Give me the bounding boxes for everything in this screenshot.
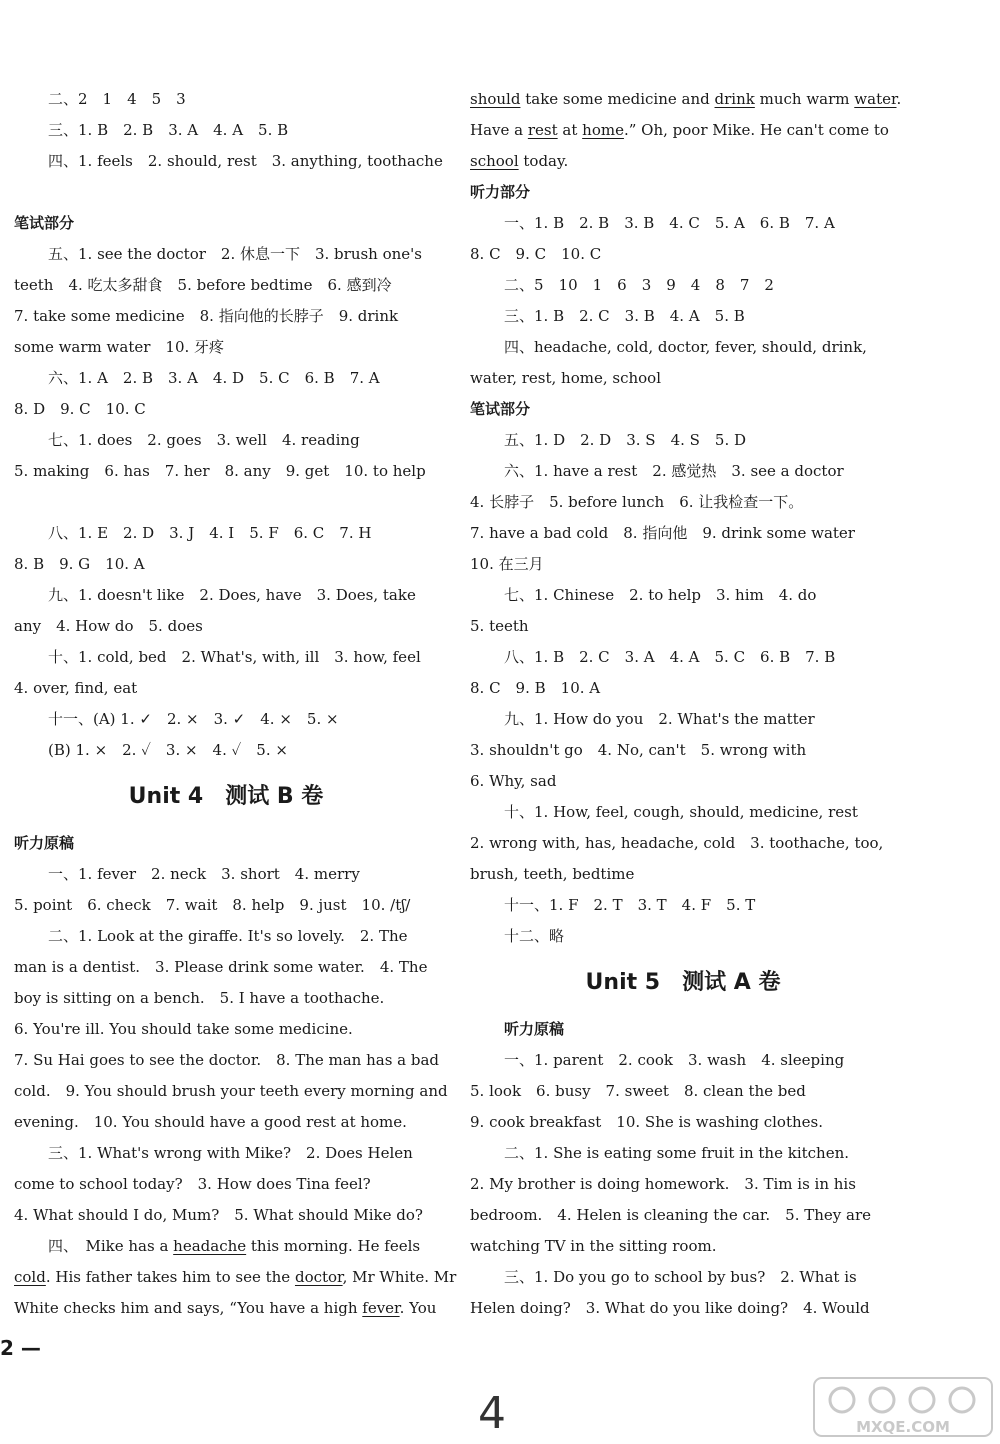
answer-line: 5. teeth (470, 617, 529, 635)
answer-line: 七、1. does 2. goes 3. well 4. reading (48, 431, 360, 449)
answer-line: 4. over, find, eat (14, 679, 138, 697)
transcript-line: 一、1. parent 2. cook 3. wash 4. sleeping (504, 1051, 845, 1069)
transcript-line: 5. point 6. check 7. wait 8. help 9. just 10. /tʃ/ (14, 896, 411, 914)
answer-line: 三、1. B 2. B 3. A 4. A 5. B (48, 121, 289, 139)
transcript-line: bedroom. 4. Helen is cleaning the car. 5. They are (470, 1206, 872, 1224)
answer-line: 六、1. have a rest 2. 感觉热 3. see a doctor (504, 462, 844, 480)
answer-line: (B) 1. × 2. ✓ 3. × 4. ✓ 5. × (48, 741, 288, 759)
transcript-line: 6. You're ill. You should take some medicine. (14, 1020, 353, 1038)
underlined-answer: should (470, 90, 521, 108)
passage-text: at (557, 121, 583, 139)
passage-text: . His father takes him to see the (45, 1268, 295, 1286)
answer-line: 8. C 9. B 10. A (470, 679, 601, 697)
answer-line: teeth 4. 吃太多甜食 5. before bedtime 6. 感到冷 (14, 276, 392, 294)
underlined-answer: drink (714, 90, 755, 108)
passage-text: .” Oh, poor Mike. He can't come to (623, 121, 889, 139)
answer-line: 8. B 9. G 10. A (14, 555, 145, 573)
answer-line: 一、1. B 2. B 3. B 4. C 5. A 6. B 7. A (504, 214, 835, 232)
passage-line (470, 84, 902, 115)
transcript-line: watching TV in the sitting room. (470, 1237, 717, 1255)
passage-text: 四、 Mike has a (48, 1237, 174, 1255)
underlined-answer: doctor (294, 1268, 343, 1286)
unit-4-title: Unit 4 测试 B 卷 (128, 784, 324, 809)
underlined-answer: fever (362, 1299, 400, 1317)
answer-line: 五、1. D 2. D 3. S 4. S 5. D (504, 431, 747, 449)
passage-line (14, 1293, 438, 1324)
page-number: 2 — (0, 1336, 41, 1360)
passage-text: White checks him and says, “You have a high (14, 1299, 363, 1317)
passage-line (470, 115, 896, 146)
section-heading-listening: 听力原稿 (504, 1020, 565, 1038)
answer-line: 十、1. cold, bed 2. What's, with, ill 3. how, feel (48, 648, 421, 666)
transcript-line: evening. 10. You should have a good rest at home. (14, 1113, 407, 1131)
transcript-line: Helen doing? 3. What do you like doing? 4. Would (470, 1299, 870, 1317)
underlined-answer: rest (527, 121, 558, 139)
answer-line: 二、5 10 1 6 3 9 4 8 7 2 (504, 276, 774, 294)
transcript-line: man is a dentist. 3. Please drink some water. 4. The (14, 958, 428, 976)
passage-text: . (896, 90, 902, 108)
answer-line: 九、1. doesn't like 2. Does, have 3. Does, take (48, 586, 416, 604)
right-column (470, 84, 902, 1324)
underlined-answer: headache (173, 1237, 247, 1255)
answer-line: 7. take some medicine 8. 指向他的长脖子 9. drink (14, 307, 399, 325)
transcript-line: 9. cook breakfast 10. She is washing clothes. (470, 1113, 823, 1131)
transcript-line: cold. 9. You should brush your teeth every morning and (14, 1082, 448, 1100)
passage-line (470, 146, 896, 177)
passage-text: this morning. He feels (246, 1237, 421, 1255)
underlined-answer: home (582, 121, 624, 139)
underlined-answer: cold (14, 1268, 46, 1286)
transcript-line: 三、1. What's wrong with Mike? 2. Does Helen (48, 1144, 413, 1162)
transcript-line: 5. look 6. busy 7. sweet 8. clean the bed (470, 1082, 806, 1100)
passage-line (14, 1262, 457, 1293)
svg-text:MXQE.COM: MXQE.COM (856, 1418, 950, 1436)
section-heading-listening: 听力原稿 (14, 834, 75, 852)
answer-line: brush, teeth, bedtime (470, 865, 635, 883)
answer-line: 十二、略 (504, 927, 565, 945)
answer-line: any 4. How do 5. does (14, 617, 203, 635)
watermark-logo (812, 1376, 994, 1438)
answer-line: some warm water 10. 牙疼 (14, 338, 225, 356)
section-heading-written: 笔试部分 (470, 400, 531, 418)
passage-text: . You (399, 1299, 437, 1317)
answer-line: 五、1. see the doctor 2. 休息一下 3. brush one's (48, 245, 423, 263)
section-heading-listening: 听力部分 (470, 183, 531, 201)
passage-text: Have a (470, 121, 528, 139)
transcript-line: boy is sitting on a bench. 5. I have a toothache. (14, 989, 385, 1007)
answer-line: 8. D 9. C 10. C (14, 400, 146, 418)
answer-line: water, rest, home, school (470, 369, 662, 387)
answer-line: 四、1. feels 2. should, rest 3. anything, toothache (48, 152, 443, 170)
underlined-answer: water (854, 90, 897, 108)
transcript-line: 二、1. Look at the giraffe. It's so lovely. 2. The (48, 927, 408, 945)
answer-line: 10. 在三月 (470, 555, 544, 573)
answer-line: 3. shouldn't go 4. No, can't 5. wrong with (470, 741, 807, 759)
passage-text: today. (518, 152, 569, 170)
transcript-line: 4. What should I do, Mum? 5. What should Mike do? (14, 1206, 423, 1224)
handwritten-mark: 4 (478, 1388, 506, 1439)
answer-line: 六、1. A 2. B 3. A 4. D 5. C 6. B 7. A (48, 369, 380, 387)
answer-line: 八、1. E 2. D 3. J 4. I 5. F 6. C 7. H (48, 524, 372, 542)
answer-line: 8. C 9. C 10. C (470, 245, 602, 263)
answer-line: 5. making 6. has 7. her 8. any 9. get 10. to help (14, 462, 426, 480)
passage-line (14, 1231, 438, 1262)
section-heading-written: 笔试部分 (14, 214, 75, 232)
passage-text: much warm (754, 90, 855, 108)
answer-line: 2. wrong with, has, headache, cold 3. toothache, too, (470, 834, 884, 852)
answer-line: 九、1. How do you 2. What's the matter (504, 710, 815, 728)
answer-line: 十、1. How, feel, cough, should, medicine, rest (504, 803, 858, 821)
answer-line: 十一、1. F 2. T 3. T 4. F 5. T (504, 896, 756, 914)
transcript-line: 三、1. Do you go to school by bus? 2. What is (504, 1268, 857, 1286)
answer-line: 7. have a bad cold 8. 指向他 9. drink some water (470, 524, 855, 542)
passage-text: , Mr White. Mr (342, 1268, 457, 1286)
left-column (14, 84, 457, 1324)
unit-5-title: Unit 5 测试 A 卷 (585, 970, 781, 995)
answer-line: 三、1. B 2. C 3. B 4. A 5. B (504, 307, 745, 325)
passage-text: take some medicine and (520, 90, 715, 108)
answer-line: 七、1. Chinese 2. to help 3. him 4. do (504, 586, 817, 604)
answer-line: 四、headache, cold, doctor, fever, should, drink, (504, 338, 867, 356)
answer-line: 6. Why, sad (470, 772, 557, 790)
transcript-line: 二、1. She is eating some fruit in the kitchen. (504, 1144, 850, 1162)
answer-line: 二、2 1 4 5 3 (48, 90, 186, 108)
transcript-line: 一、1. fever 2. neck 3. short 4. merry (48, 865, 360, 883)
transcript-line: come to school today? 3. How does Tina feel? (14, 1175, 371, 1193)
transcript-line: 7. Su Hai goes to see the doctor. 8. The man has a bad (14, 1051, 440, 1069)
answer-line: 十一、(A) 1. ✓ 2. × 3. ✓ 4. × 5. × (48, 710, 339, 728)
answer-line: 4. 长脖子 5. before lunch 6. 让我检查一下。 (470, 493, 804, 511)
transcript-line: 2. My brother is doing homework. 3. Tim is in his (470, 1175, 856, 1193)
answer-line: 八、1. B 2. C 3. A 4. A 5. C 6. B 7. B (504, 648, 836, 666)
underlined-answer: school (470, 152, 519, 170)
